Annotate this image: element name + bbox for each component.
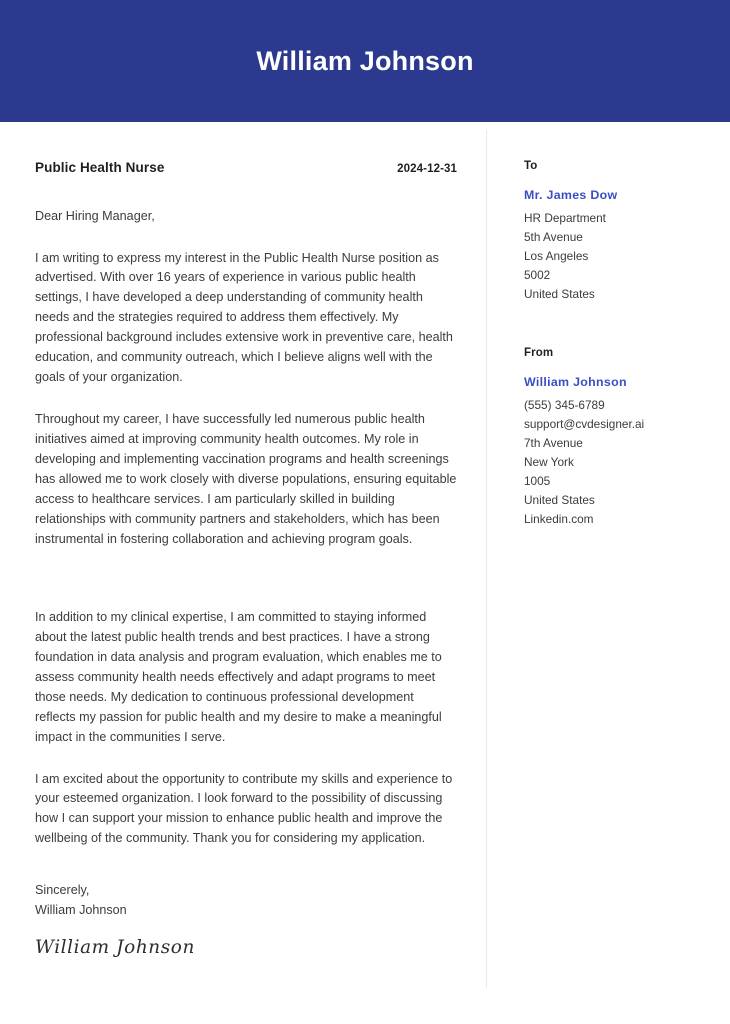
recipient-heading: To [524,160,538,172]
letter-date: 2024-12-31 [397,163,457,175]
applicant-name-header: William Johnson [256,45,474,76]
closing-block [35,881,457,921]
header-banner [0,0,730,122]
recipient-line: HR Department [524,211,606,225]
letter-paragraph-1: I am writing to express my interest in the Public Health Nurse position as advertised. With over 16 years of experience in various public health settings, I have developed a deep understanding of community health needs and the strategies required to address them effectively. My professional background includes extensive work in preventive care, health education, and community outreach, which I believe aligns well with the goals of your organization. [35,250,453,385]
address-column [524,122,714,529]
sender-website: Linkedin.com [524,512,594,527]
recipient-name: Mr. James Dow [524,188,618,202]
signature: William Johnson [35,936,195,959]
sender-line: United States [524,493,595,508]
sender-email: support@cvdesigner.ai [524,416,645,431]
column-divider [486,130,487,988]
recipient-line: 5th Avenue [524,230,583,245]
sender-heading: From [524,346,554,359]
letter-paragraph-3: In addition to my clinical expertise, I am committed to staying informed about the latest public health trends and best practices. I have a strong foundation in data analysis and program evaluation, which enables me to assess community health needs effectively and adapt programs to meet those needs. My dedication to continuous professional development reflects my passion for public health and my desire to make a meaningful impact in the communities I serve. [35,609,442,744]
sender-block [524,347,714,530]
sender-line: New York [524,454,574,469]
job-title: Public Health Nurse [35,160,165,175]
closing-salutation: Sincerely, [35,883,90,898]
sender-name: William Johnson [524,374,627,389]
recipient-line: 5002 [524,268,551,283]
letter-body-area [0,122,730,1024]
letter-paragraph-4: I am excited about the opportunity to contribute my skills and experience to your esteemed organization. I look forward to the possibility of discussing how I can support your mission to enhance public health and improve the wellbeing of the community. Thank you for considering my application. [35,771,453,846]
recipient-line: United States [524,287,595,302]
letter-column [35,122,457,958]
sender-phone: (555) 345-6789 [524,397,605,412]
recipient-block [524,160,714,305]
closing-name: William Johnson [35,903,127,918]
sender-line: 7th Avenue [524,435,583,450]
salutation: Dear Hiring Manager, [35,209,155,223]
letter-paragraph-2: Throughout my career, I have successfully led numerous public health initiatives aimed at improving community health outcomes. My role in developing and implementing vaccination programs and health screenings has allowed me to work closely with diverse populations, ensuring equitable access to healthcare services. I am particularly skilled in building relationships with community partners and stakeholders, which has been instrumental in fostering collaboration and achieving program goals. [35,412,457,546]
sender-line: 1005 [524,473,551,488]
recipient-line: Los Angeles [524,249,589,264]
title-date-row [35,160,457,175]
